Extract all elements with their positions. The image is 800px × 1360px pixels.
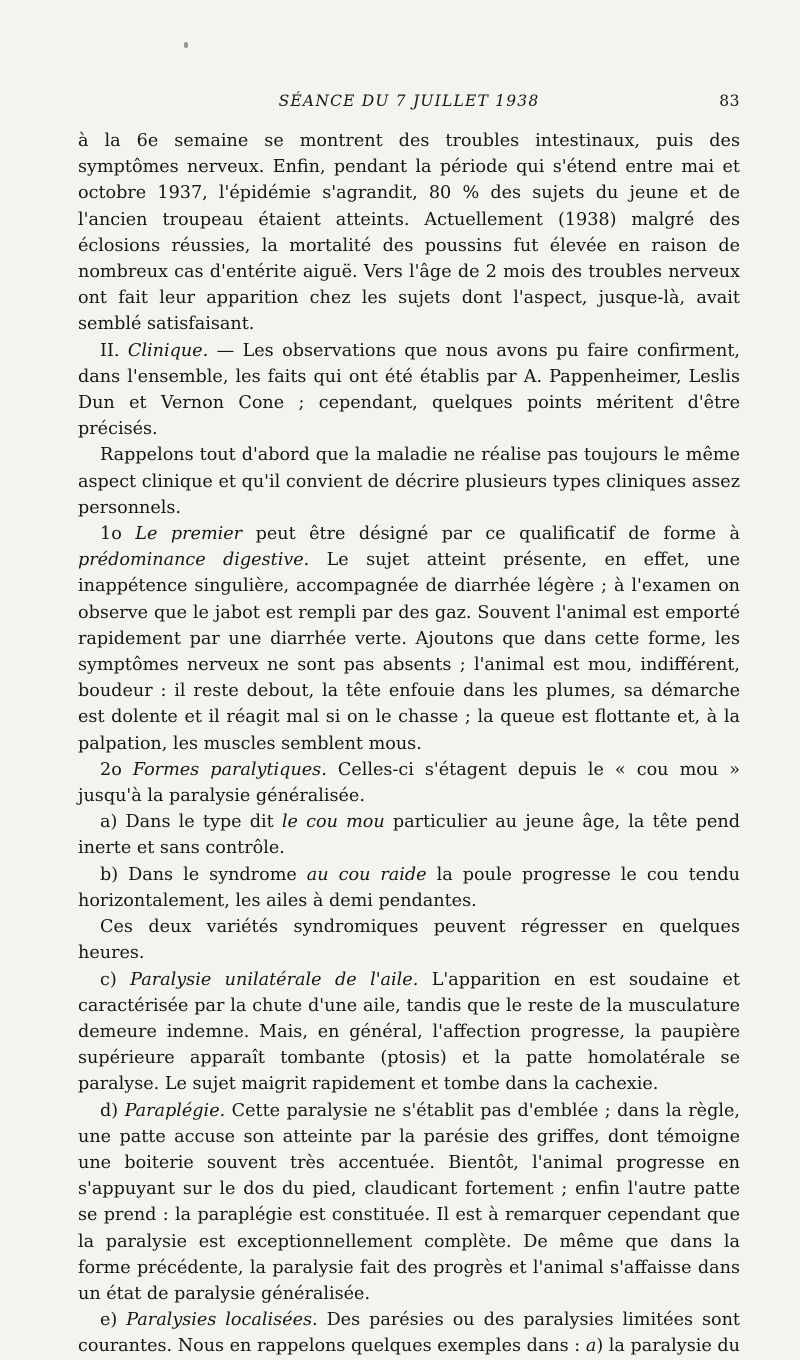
- paragraph-7-text: la poule progresse le cou tendu horizontalement, les ailes à demi pendantes.: [78, 864, 741, 911]
- paragraph-3: [78, 442, 740, 521]
- paragraph-7-pre: b) Dans le syndrome: [100, 864, 307, 885]
- paragraph-5-text: Celles-ci s'étagent depuis le « cou mou » jusqu'à la paralysie généralisée.: [78, 759, 740, 807]
- running-header: [78, 92, 740, 114]
- section-number: II.: [100, 340, 128, 361]
- paragraph-a: [78, 809, 740, 861]
- paragraph-9-pre: c): [100, 969, 131, 990]
- paragraph-2-text: — Les observations que nous avons pu faire confirment, dans l'ensemble, les faits qui ont été établis par A. Pappenheimer, Leslis Dun et Vernon Cone ; cependant, quelques points méritent d'être précisés.: [78, 340, 741, 440]
- paragraph-8: [78, 914, 740, 966]
- header-title: SÉANCE DU 7 JUILLET 1938: [278, 92, 540, 110]
- paragraph-11-mid: Des parésies ou des paralysies limitées sont courantes. Nous en rappelons quelques exemples dans :: [78, 1310, 741, 1357]
- paragraph-c: [78, 967, 740, 1098]
- paragraph-10-italic: Paraplégie.: [124, 1100, 226, 1121]
- paragraph-1: [78, 128, 740, 338]
- page-number: 83: [719, 92, 740, 110]
- paragraph-6-text: particulier au jeune âge, la tête pend inerte et sans contrôle.: [78, 812, 740, 859]
- paragraph-form-2: [78, 757, 740, 809]
- paragraph-clinique: [78, 338, 740, 443]
- paragraph-8-text: Ces deux variétés syndromiques peuvent régresser en quelques heures.: [78, 917, 740, 964]
- paragraph-11-text: ) la paralysie du: [596, 1336, 740, 1357]
- paragraph-7-italic: au cou raide: [306, 864, 427, 885]
- paragraph-3-text: Rappelons tout d'abord que la maladie ne réalise pas toujours le même aspect clinique et qu'il convient de décrire plusieurs types cliniques assez personnels.: [78, 445, 740, 518]
- paragraph-11-italic-letter: a: [585, 1336, 597, 1357]
- paragraph-10-pre: d): [100, 1100, 125, 1121]
- paragraph-4-italic: prédominance digestive.: [78, 550, 310, 571]
- speck-mark: [184, 42, 188, 48]
- paragraph-10-text: Cette paralysie ne s'établit pas d'emblée ; dans la règle, une patte accuse son atteinte par la parésie des griffes, dont témoigne une boiterie souvent très accentuée. Bientôt, l'animal progresse en s'appuyant sur le dos du pied, claudicant fortement ; enfin l'autre patte se prend : la paraplégie est constituée. Il est à remarquer cependant que la paralysie est exceptionnellement complète. De même que dans la forme précédente, la paralysie fait des progrès et l'animal s'affaisse dans un état de paralysie généralisée.: [78, 1100, 740, 1304]
- item-title: Formes paralytiques.: [132, 759, 327, 780]
- body-text: [78, 128, 740, 1360]
- paragraph-form-1: [78, 521, 740, 757]
- item-number: 2o: [100, 759, 133, 780]
- paragraph-9-text: L'apparition en est soudaine et caractérisée par la chute d'une aile, tandis que le reste de la musculature demeure indemne. Mais, en général, l'affection progresse, la paupière supérieure apparaît tombante (ptosis) et la patte homolatérale se paralyse. Le sujet maigrit rapidement et tombe dans la cachexie.: [78, 969, 741, 1095]
- paragraph-e: [78, 1307, 740, 1359]
- paragraph-1-text: à la 6e semaine se montrent des troubles intestinaux, puis des symptômes nerveux. Enfin, pendant la période qui s'étend entre mai et octobre 1937, l'épidémie s'agrandit, 80 % des sujets du jeune et de l'ancien troupeau étaient atteints. Actuellement (1938) malgré des éclosions réussies, la mortalité des poussins fut élevée en raison de nombreux cas d'entérite aiguë. Vers l'âge de 2 mois des troubles nerveux ont fait leur apparition chez les sujets dont l'aspect, jusque-là, avait semblé satisfaisant.: [78, 131, 740, 335]
- paragraph-9-italic: Paralysie unilatérale de l'aile.: [130, 969, 419, 990]
- paragraph-6-italic: le cou mou: [281, 812, 385, 833]
- paragraph-11-italic: Paralysies localisées.: [126, 1310, 318, 1331]
- paragraph-6-pre: a) Dans le type dit: [100, 812, 282, 833]
- paragraph-b: [78, 862, 740, 914]
- paragraph-11-pre: e): [100, 1310, 127, 1331]
- item-title: Le premier: [135, 524, 243, 545]
- item-number: 1o: [100, 524, 136, 545]
- paragraph-d: [78, 1098, 740, 1308]
- paragraph-4-mid: peut être désigné par ce qualificatif de forme à: [242, 524, 741, 545]
- paragraph-4-text: Le sujet atteint présente, en effet, une inappétence singulière, accompagnée de diarrhée légère ; à l'examen on observe que le jabot est rempli par des gaz. Souvent l'animal est emporté rapidement par une diarrhée verte. Ajoutons que dans cette forme, les symptômes nerveux ne sont pas absents ; l'animal est mou, indifférent, boudeur : il reste debout, la tête enfouie dans les plumes, sa démarche est dolente et il réagit mal si on le chasse ; la queue est flottante et, à la palpation, les muscles semblent mous.: [78, 550, 740, 754]
- section-title: Clinique.: [127, 340, 209, 361]
